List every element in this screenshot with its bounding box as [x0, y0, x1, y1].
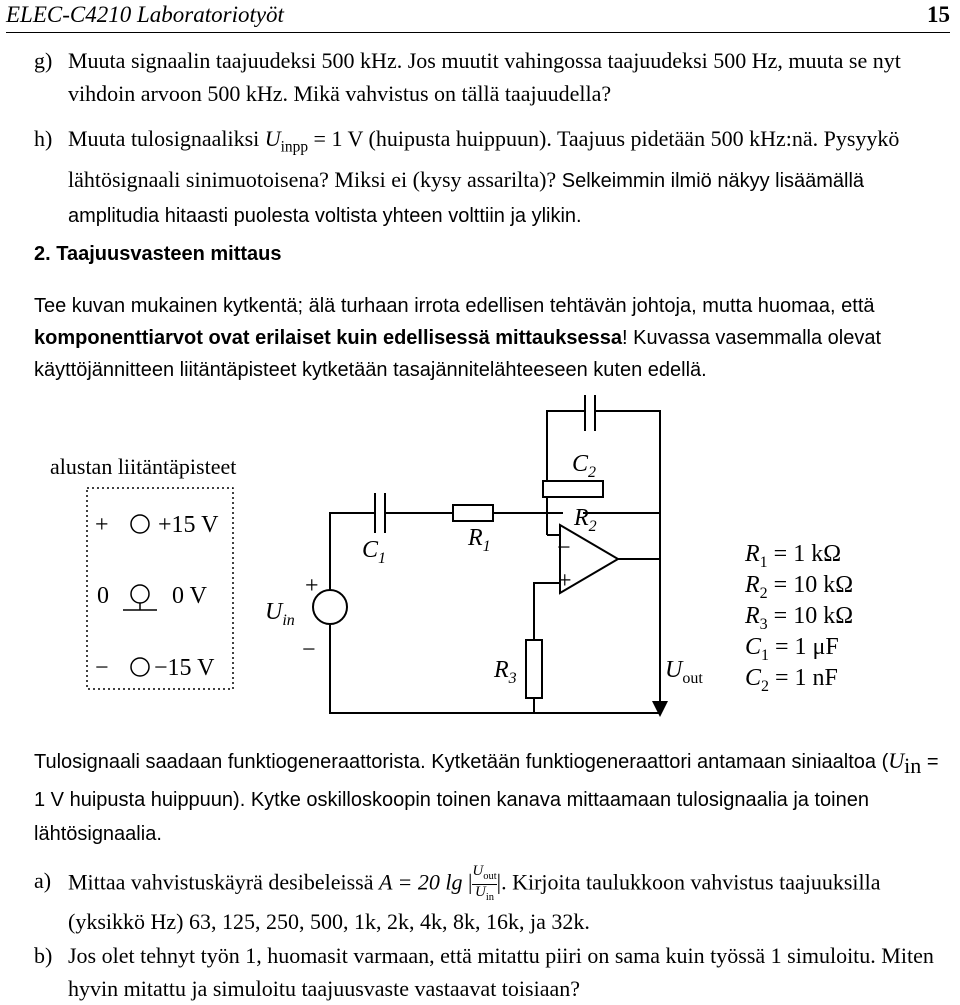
value-r1-val: = 1 kΩ [767, 541, 842, 567]
formula-fraction [472, 864, 496, 905]
item-g-label: g) [34, 48, 53, 73]
page-header [6, 2, 950, 33]
after-paragraph [34, 744, 946, 851]
terminal-zero-label: 0 V [172, 583, 207, 609]
item-b [34, 939, 944, 1005]
terminal-minus15-icon [131, 658, 149, 676]
out-sub: out [682, 670, 703, 687]
value-r1-sub: 1 [759, 554, 768, 571]
c2-sym: C [572, 451, 589, 477]
frac-den: U [475, 884, 486, 900]
value-r1 [744, 541, 841, 571]
item-g [34, 44, 944, 110]
source-label-sym: U [265, 599, 283, 625]
u-inpp-symbol: U [264, 126, 281, 151]
terminal-minus15-label: −15 V [154, 655, 215, 681]
after-text-b: = 1 V huipusta huippuun). Kytke oskilloskoopin toinen kanava mittaamaan tulosignaalia ja toinen lähtösignaalia. [34, 751, 939, 845]
value-c1-sym: C [745, 634, 762, 660]
opamp-minus: − [557, 535, 571, 561]
board-label: alustan liitäntäpisteet [50, 454, 237, 479]
source-minus: − [302, 637, 316, 663]
value-c1-val: = 1 μF [769, 634, 839, 660]
u-in-symbol: U [888, 748, 905, 773]
value-r3-val: = 10 kΩ [767, 603, 854, 629]
page-number: 15 [927, 2, 950, 27]
r2-label [573, 505, 597, 535]
value-c2-sub: 2 [761, 678, 770, 695]
item-b-label: b) [34, 943, 53, 968]
value-r2-val: = 10 kΩ [767, 572, 854, 598]
terminal-zero-sign: 0 [97, 583, 109, 609]
section-title: 2. Taajuusvasteen mittaus [34, 243, 282, 265]
value-r3-sub: 3 [759, 616, 768, 633]
r3-sub: 3 [508, 670, 517, 687]
c1-sub: 1 [378, 550, 387, 567]
intro-bold: komponenttiarvot ovat erilaiset kuin edellisessä mittauksessa [34, 327, 623, 349]
value-c1-sub: 1 [761, 647, 770, 664]
resistor-r2-icon [543, 481, 603, 497]
r3-label [493, 657, 517, 687]
out-sym: U [665, 657, 683, 683]
r3-sym: R [494, 657, 509, 683]
frac-num-sub: out [483, 871, 497, 882]
r2-sym: R [574, 505, 589, 531]
c1-sym: C [362, 537, 379, 563]
formula-gain: A = 20 lg [378, 869, 463, 895]
resistor-r1-icon [453, 505, 493, 521]
value-r1-sym: R [745, 541, 760, 567]
output-label [665, 657, 703, 687]
header-title: ELEC-C4210 Laboratoriotyöt [6, 2, 284, 27]
item-h-text-a: Muuta tulosignaaliksi [68, 126, 265, 151]
after-text-a: Tulosignaali saadaan funktiogeneraattorista. Kytketään funktiogeneraattori antamaan siniaaltoa ( [34, 751, 889, 773]
intro-part2: ! Kuvassa vasemmalla olevat käyttöjännitteen liitäntäpisteet kytketään tasajännitelähteeseen kuten edellä. [34, 327, 882, 381]
value-r2-sub: 2 [759, 585, 768, 602]
value-c1 [745, 634, 839, 664]
r1-sub: 1 [482, 538, 491, 555]
terminal-plus-sign: + [95, 512, 109, 538]
item-a-text: Mittaa vahvistuskäyrä desibeleissä A = 20 lg | $U_{out}$ $U_{in}$ |. Kirjoita taulukkoon vahvistus taajuuksilla (yksikkö Hz) 63, 125, 250, 500, 1k, 2k, 4k, 8k, 16k, ja 32k. [68, 863, 881, 934]
frac-num: U [472, 863, 484, 879]
item-h-text-c: Selkeimmin ilmiö näkyy lisäämällä amplitudia hitaasti puolesta voltista yhteen volttiin ja ylikin. [68, 170, 865, 228]
intro-paragraph [34, 290, 946, 386]
u-in-sub: in [904, 753, 922, 778]
terminal-minus-sign: − [95, 655, 109, 681]
c1-label [362, 537, 386, 567]
item-g-text: Muuta signaalin taajuudeksi 500 kHz. Jos muutit vahingossa taajuudeksi 500 Hz, muuta se nyt vihdoin arvoon 500 kHz. Mikä vahvistus on tällä taajuudella? [68, 48, 901, 106]
item-h [34, 122, 944, 233]
item-a [34, 864, 944, 938]
resistor-r3-icon [526, 640, 542, 698]
item-a-text-a: Mittaa vahvistuskäyrä desibeleissä [68, 869, 379, 895]
value-r3 [744, 603, 853, 633]
u-inpp-sub: inpp [280, 138, 309, 156]
terminal-plus15-label: +15 V [158, 512, 219, 538]
source-label-sub: in [282, 612, 295, 629]
item-a-text-b: . Kirjoita taulukkoon vahvistus taajuuksilla (yksikkö Hz) 63, 125, 250, 500, 1k, 2k, 4k, 8k, 16k, ja 32k. [68, 869, 881, 934]
frac-den-sub: in [485, 892, 495, 903]
value-r2 [744, 572, 853, 602]
r2-sub: 2 [588, 518, 597, 535]
r1-sym: R [468, 525, 483, 551]
item-b-text: Jos olet tehnyt työn 1, huomasit varmaan, että mitattu piiri on sama kuin työssä 1 simuloitu. Miten hyvin mitattu ja simuloitu taajuusvaste vastaavat toisiaan? [68, 943, 934, 1001]
value-c2 [745, 665, 838, 695]
c2-sub: 2 [588, 464, 597, 481]
circuit-diagram [0, 395, 960, 735]
component-values [744, 541, 853, 695]
c2-label [572, 451, 596, 481]
r1-label [467, 525, 491, 555]
value-r2-sym: R [745, 572, 760, 598]
terminal-plus15-icon [131, 515, 149, 533]
value-c2-val: = 1 nF [769, 665, 838, 691]
value-c2-sym: C [745, 665, 762, 691]
item-h-label: h) [34, 126, 53, 151]
capacitor-c1-icon [375, 493, 385, 533]
opamp-plus: + [558, 568, 572, 594]
item-h-text [68, 122, 944, 233]
ground-terminal-icon [123, 585, 157, 610]
source-plus: + [305, 573, 319, 599]
value-r3-sym: R [745, 603, 760, 629]
item-h-text-b: = 1 V (huipusta huippuun). Taajuus pidetään 500 kHz:nä. Pysyykö lähtösignaali sinimuotoisena? Miksi ei (kysy assarilta)? [68, 126, 900, 193]
intro-part1: Tee kuvan mukainen kytkentä; älä turhaan irrota edellisen tehtävän johtoja, mutta huomaa, että [34, 295, 875, 317]
item-a-label: a) [34, 868, 52, 893]
source-label [265, 599, 295, 629]
capacitor-c2-icon [585, 395, 595, 431]
output-arrow-icon [652, 701, 668, 717]
